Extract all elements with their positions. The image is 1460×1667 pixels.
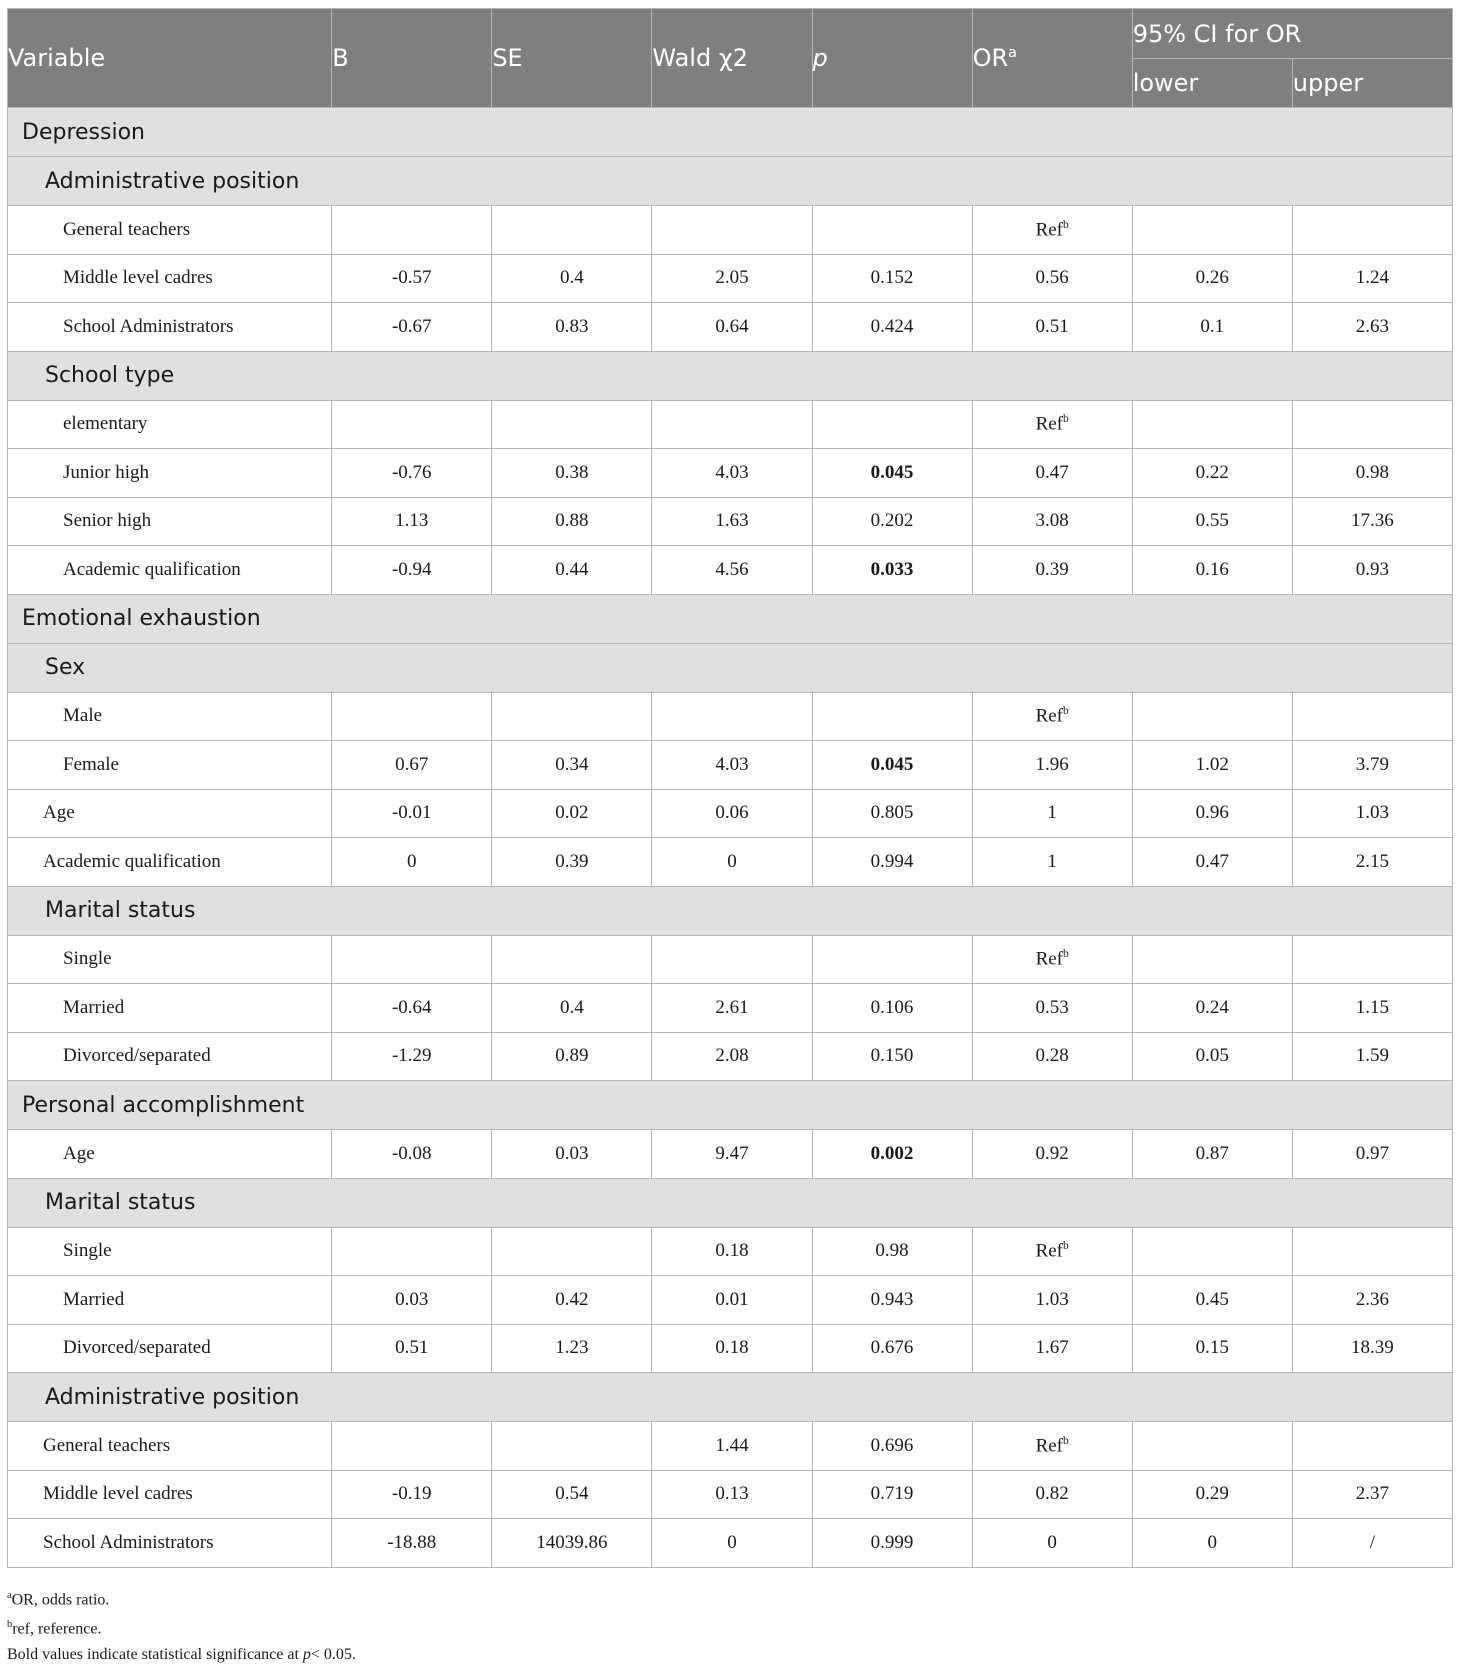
ref-footnote-mark: b [1063,1434,1069,1447]
cell-p: 0.98 [812,1227,972,1276]
footnote-bold [7,1642,1453,1667]
row-label: Middle level cadres [8,1470,332,1519]
header-b: B [332,9,492,108]
cell-b: -0.01 [332,789,492,838]
cell-se: 0.4 [492,984,652,1033]
cell-or [972,206,1132,255]
row-label: Senior high [8,497,332,546]
table-row [8,1276,1453,1325]
cell-upper: 0.98 [1292,449,1452,498]
table-row [8,546,1453,595]
cell-p: 0.045 [812,449,972,498]
cell-se [492,692,652,741]
section-row [8,594,1453,643]
section-row [8,108,1453,157]
cell-wald: 2.05 [652,254,812,303]
table-row [8,741,1453,790]
table-row [8,1032,1453,1081]
section-row [8,157,1453,206]
cell-se: 0.03 [492,1130,652,1179]
cell-upper: 17.36 [1292,497,1452,546]
row-label: Married [8,1276,332,1325]
section-label: Depression [8,108,1453,157]
ref-footnote-mark: b [1063,218,1069,231]
cell-or: 0.51 [972,303,1132,352]
cell-b: 0.51 [332,1324,492,1373]
cell-p [812,206,972,255]
row-label: Age [8,1130,332,1179]
header-or-label: OR [972,44,1009,72]
table-row [8,497,1453,546]
section-label: Marital status [8,886,1453,935]
cell-p: 0.696 [812,1422,972,1471]
cell-se [492,1227,652,1276]
cell-p: 0.150 [812,1032,972,1081]
regression-table [7,8,1453,1568]
cell-lower [1132,206,1292,255]
cell-b [332,400,492,449]
cell-p: 0.805 [812,789,972,838]
cell-lower [1132,1227,1292,1276]
table-header [8,9,1453,108]
cell-wald: 4.03 [652,449,812,498]
ref-footnote-mark: b [1063,413,1069,426]
table-row [8,303,1453,352]
footnote-a-text: OR, odds ratio. [11,1591,110,1609]
cell-lower: 0.55 [1132,497,1292,546]
cell-upper: 0.97 [1292,1130,1452,1179]
cell-wald: 0.06 [652,789,812,838]
header-wald: Wald χ2 [652,9,812,108]
footnotes [7,1583,1453,1667]
cell-b: -0.67 [332,303,492,352]
cell-p: 0.943 [812,1276,972,1325]
cell-wald: 4.03 [652,741,812,790]
cell-se: 0.38 [492,449,652,498]
section-row [8,643,1453,692]
cell-se [492,206,652,255]
regression-table-container [7,8,1453,1568]
cell-upper: 18.39 [1292,1324,1452,1373]
table-row [8,1470,1453,1519]
header-se: SE [492,9,652,108]
cell-wald [652,206,812,255]
footnote-bold-text: Bold values indicate statistical significance at [7,1645,303,1663]
cell-se: 0.44 [492,546,652,595]
cell-b: -0.08 [332,1130,492,1179]
section-label: Personal accomplishment [8,1081,1453,1130]
cell-b [332,935,492,984]
cell-or: 1.67 [972,1324,1132,1373]
ref-footnote-mark: b [1063,705,1069,718]
row-label: Junior high [8,449,332,498]
cell-lower [1132,1422,1292,1471]
row-label: General teachers [8,206,332,255]
cell-b: -0.64 [332,984,492,1033]
cell-wald: 4.56 [652,546,812,595]
cell-upper: 2.63 [1292,303,1452,352]
table-row [8,206,1453,255]
row-label: Academic qualification [8,838,332,887]
cell-se [492,935,652,984]
cell-wald: 0.18 [652,1227,812,1276]
section-label: Marital status [8,1178,1453,1227]
row-label: Single [8,935,332,984]
cell-or-value: Ref [1035,705,1063,727]
cell-or: 1 [972,789,1132,838]
cell-upper [1292,400,1452,449]
footnote-bold-p: p [302,1645,311,1663]
cell-or: 0.39 [972,546,1132,595]
cell-se: 0.34 [492,741,652,790]
cell-se: 0.39 [492,838,652,887]
cell-lower [1132,935,1292,984]
cell-wald: 2.08 [652,1032,812,1081]
row-label: School Administrators [8,1519,332,1568]
cell-or [972,1227,1132,1276]
cell-wald: 2.61 [652,984,812,1033]
cell-wald: 9.47 [652,1130,812,1179]
cell-p: 0.002 [812,1130,972,1179]
cell-lower: 0.96 [1132,789,1292,838]
cell-wald [652,400,812,449]
ref-footnote-mark: b [1063,948,1069,961]
section-row [8,1373,1453,1422]
header-variable: Variable [8,9,332,108]
cell-p: 0.999 [812,1519,972,1568]
cell-lower: 0.47 [1132,838,1292,887]
cell-lower: 0.87 [1132,1130,1292,1179]
header-or [972,9,1132,108]
header-p: p [812,9,972,108]
header-or-footnote-mark: a [1008,45,1017,61]
cell-lower: 0.05 [1132,1032,1292,1081]
cell-se: 0.02 [492,789,652,838]
table-row [8,254,1453,303]
cell-upper [1292,1422,1452,1471]
cell-wald: 0.18 [652,1324,812,1373]
cell-or: 0.56 [972,254,1132,303]
footnote-b [7,1612,1453,1641]
cell-se: 0.4 [492,254,652,303]
header-ci: 95% CI for OR [1132,9,1452,59]
cell-se: 14039.86 [492,1519,652,1568]
row-label: School Administrators [8,303,332,352]
footnote-bold-after: < 0.05. [310,1645,356,1663]
cell-upper: 2.15 [1292,838,1452,887]
cell-wald: 0.01 [652,1276,812,1325]
table-row [8,1130,1453,1179]
cell-p: 0.424 [812,303,972,352]
cell-or [972,692,1132,741]
cell-wald [652,935,812,984]
cell-se [492,1422,652,1471]
footnote-b-text: ref, reference. [12,1620,102,1638]
section-row [8,351,1453,400]
table-row [8,1519,1453,1568]
row-label: elementary [8,400,332,449]
cell-wald: 0 [652,1519,812,1568]
section-row [8,1178,1453,1227]
section-label: Emotional exhaustion [8,594,1453,643]
cell-upper [1292,206,1452,255]
table-row [8,1324,1453,1373]
row-label: Single [8,1227,332,1276]
table-row [8,692,1453,741]
cell-lower: 0.1 [1132,303,1292,352]
cell-or: 0.28 [972,1032,1132,1081]
footnote-b-mark: b [7,1619,13,1631]
row-label: Male [8,692,332,741]
cell-se: 0.89 [492,1032,652,1081]
cell-b: 0 [332,838,492,887]
cell-b: 0.03 [332,1276,492,1325]
cell-or [972,1422,1132,1471]
cell-upper [1292,1227,1452,1276]
cell-lower: 0.26 [1132,254,1292,303]
cell-lower [1132,692,1292,741]
cell-b: -0.19 [332,1470,492,1519]
cell-b [332,206,492,255]
section-label: Sex [8,643,1453,692]
cell-p [812,692,972,741]
cell-or: 1.96 [972,741,1132,790]
cell-b: 1.13 [332,497,492,546]
table-row [8,838,1453,887]
table-row [8,400,1453,449]
row-label: Divorced/separated [8,1032,332,1081]
cell-se [492,400,652,449]
cell-lower: 0.45 [1132,1276,1292,1325]
cell-or-value: Ref [1035,1240,1063,1262]
cell-p: 0.994 [812,838,972,887]
cell-or: 0.53 [972,984,1132,1033]
table-row [8,1422,1453,1471]
cell-p: 0.676 [812,1324,972,1373]
cell-b: -18.88 [332,1519,492,1568]
cell-b: -0.76 [332,449,492,498]
table-row [8,789,1453,838]
cell-wald: 0.13 [652,1470,812,1519]
cell-upper: 1.15 [1292,984,1452,1033]
row-label: Academic qualification [8,546,332,595]
cell-wald: 0 [652,838,812,887]
table-row [8,935,1453,984]
cell-upper [1292,935,1452,984]
row-label: Age [8,789,332,838]
row-label: Middle level cadres [8,254,332,303]
cell-or: 0.82 [972,1470,1132,1519]
table-row [8,1227,1453,1276]
row-label: General teachers [8,1422,332,1471]
cell-p [812,400,972,449]
row-label: Married [8,984,332,1033]
cell-b: -0.57 [332,254,492,303]
cell-upper [1292,692,1452,741]
cell-wald: 0.64 [652,303,812,352]
cell-se: 0.54 [492,1470,652,1519]
cell-or: 3.08 [972,497,1132,546]
footnote-a [7,1583,1453,1612]
cell-or: 1.03 [972,1276,1132,1325]
cell-b: 0.67 [332,741,492,790]
cell-p: 0.202 [812,497,972,546]
cell-wald [652,692,812,741]
cell-se: 0.83 [492,303,652,352]
cell-upper: 3.79 [1292,741,1452,790]
table-row [8,449,1453,498]
section-label: School type [8,351,1453,400]
cell-or-value: Ref [1035,1434,1063,1456]
row-label: Female [8,741,332,790]
cell-lower: 0.22 [1132,449,1292,498]
cell-p: 0.106 [812,984,972,1033]
table-body [8,108,1453,1568]
section-row [8,886,1453,935]
cell-lower: 0.24 [1132,984,1292,1033]
cell-lower: 1.02 [1132,741,1292,790]
cell-or: 1 [972,838,1132,887]
cell-se: 0.42 [492,1276,652,1325]
cell-se: 0.88 [492,497,652,546]
footnote-a-mark: a [7,1590,12,1601]
ref-footnote-mark: b [1063,1240,1069,1253]
cell-b: -1.29 [332,1032,492,1081]
cell-upper: 1.59 [1292,1032,1452,1081]
cell-p: 0.719 [812,1470,972,1519]
cell-upper: 1.24 [1292,254,1452,303]
cell-or: 0 [972,1519,1132,1568]
cell-or [972,935,1132,984]
cell-or-value: Ref [1035,948,1063,970]
cell-upper: 0.93 [1292,546,1452,595]
cell-lower [1132,400,1292,449]
row-label: Divorced/separated [8,1324,332,1373]
section-row [8,1081,1453,1130]
cell-lower: 0.16 [1132,546,1292,595]
cell-b [332,1422,492,1471]
table-row [8,984,1453,1033]
cell-or-value: Ref [1035,413,1063,435]
section-label: Administrative position [8,157,1453,206]
cell-b: -0.94 [332,546,492,595]
cell-p: 0.152 [812,254,972,303]
cell-lower: 0 [1132,1519,1292,1568]
cell-p: 0.045 [812,741,972,790]
cell-lower: 0.29 [1132,1470,1292,1519]
cell-or-value: Ref [1035,218,1063,240]
cell-wald: 1.44 [652,1422,812,1471]
cell-upper: 2.37 [1292,1470,1452,1519]
cell-p [812,935,972,984]
cell-upper: 2.36 [1292,1276,1452,1325]
cell-b [332,692,492,741]
section-label: Administrative position [8,1373,1453,1422]
cell-or [972,400,1132,449]
cell-or: 0.92 [972,1130,1132,1179]
cell-se: 1.23 [492,1324,652,1373]
cell-b [332,1227,492,1276]
cell-lower: 0.15 [1132,1324,1292,1373]
cell-wald: 1.63 [652,497,812,546]
cell-upper: 1.03 [1292,789,1452,838]
cell-p: 0.033 [812,546,972,595]
cell-or: 0.47 [972,449,1132,498]
cell-upper: / [1292,1519,1452,1568]
header-ci-upper: upper [1292,59,1452,108]
header-ci-lower: lower [1132,59,1292,108]
